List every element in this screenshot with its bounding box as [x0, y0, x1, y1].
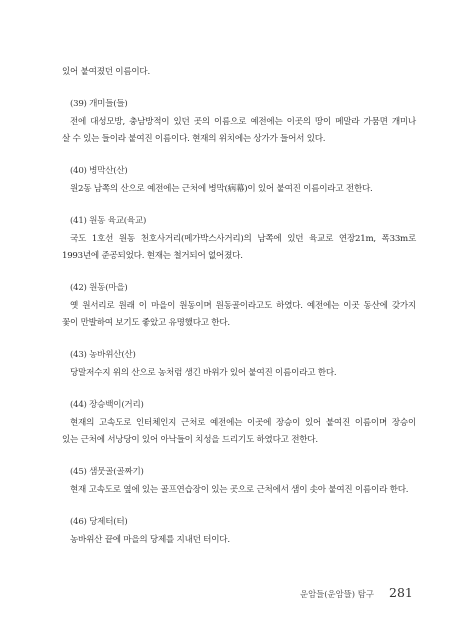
entry-body-43-line-1: 당말저수지 위의 산으로 농처럼 생긴 바위가 있어 붙여진 이름이라고 한다. [70, 368, 337, 378]
entry-heading-44: (44) 장승백이(거리) [70, 400, 144, 410]
paragraph-continuation: 있어 붙여졌던 이름이다. [62, 67, 150, 77]
entry-body-41-line-2: 1993년에 준공되었다. 현재는 철거되어 없어졌다. [62, 251, 243, 261]
entry-body-40-line-1: 원2동 남쪽의 산으로 예전에는 근처에 병막(病幕)이 있어 붙여진 이름이라고 전한다. [70, 184, 373, 194]
entry-body-42-line-1: 옛 원서리로 원래 이 마을이 원동이며 원동골이라고도 하였다. 예전에는 이곳 동산에 갖가지 [70, 301, 416, 311]
entry-body-41-line-1: 국도 1호선 원동 천호사거리(메가박스사거리)의 남쪽에 있던 육교로 연장21m, 폭33m로 [70, 234, 416, 244]
entry-body-44-line-1: 현재의 고속도로 인터체인지 근처로 예전에는 이곳에 장승이 있어 붙여진 이름이며 장승이 [70, 418, 416, 428]
entry-heading-43: (43) 농바위산(산) [70, 350, 136, 360]
entry-heading-39: (39) 개미들(들) [70, 99, 128, 109]
entry-heading-40: (40) 병막산(산) [70, 166, 128, 176]
entry-heading-45: (45) 샘뭇골(골짜기) [70, 467, 144, 477]
entry-heading-42: (42) 원동(마을) [70, 283, 128, 293]
running-footer-title: 운암들(운암뜰) 탐구 [300, 589, 374, 599]
entry-body-42-line-2: 꽃이 만발하여 보기도 좋았고 유명했다고 한다. [62, 318, 230, 328]
entry-body-45-line-1: 현재 고속도로 옆에 있는 골프연습장이 있는 곳으로 근처에서 샘이 솟아 붙여진 이름이라 한다. [70, 485, 409, 495]
entry-body-46-line-1: 농바위산 끝에 마을의 당제를 지내던 터이다. [70, 535, 230, 545]
entry-heading-41: (41) 원동 육교(육교) [70, 216, 147, 226]
page-number: 281 [389, 585, 413, 600]
entry-heading-46: (46) 당제터(터) [70, 517, 128, 527]
entry-body-39-line-1: 전에 대성모방, 충남방적이 있던 곳의 이름으로 예전에는 이곳의 땅이 메말라 가뭄면 개미나 [70, 117, 416, 127]
entry-body-44-line-2: 있는 근처에 서낭당이 있어 아낙들이 치성을 드리기도 하였다고 전한다. [62, 435, 318, 445]
entry-body-39-line-2: 살 수 있는 들이라 붙여진 이름이다. 현재의 위치에는 상가가 들어서 있다. [62, 134, 326, 144]
